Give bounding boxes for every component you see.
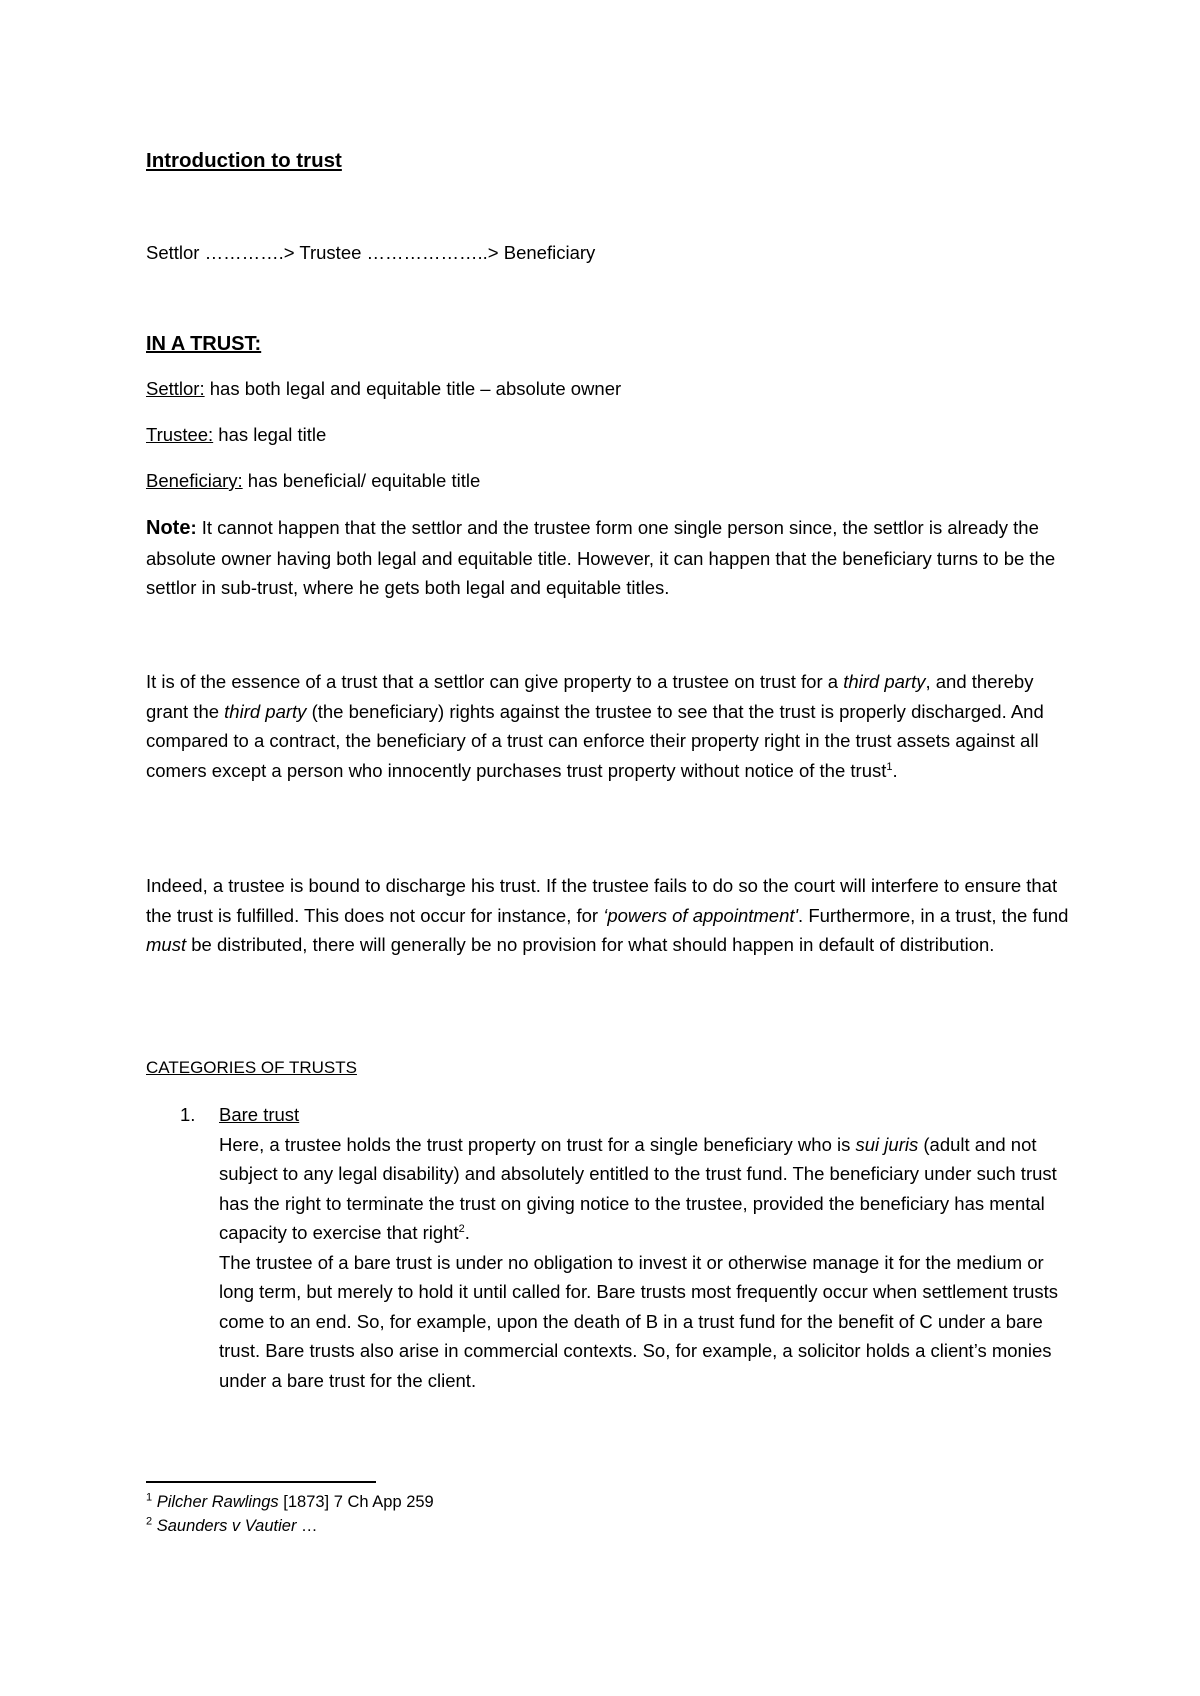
footnote-case-name: Saunders v Vautier xyxy=(156,1517,297,1535)
text-run: . Furthermore, in a trust, the fund xyxy=(798,904,1069,926)
definition-trustee xyxy=(146,420,1076,450)
document-title: Introduction to trust xyxy=(146,149,342,172)
text-run: be distributed, there will generally be no provision for what should happen in default of distribution. xyxy=(186,934,995,955)
trustee-duty-paragraph xyxy=(146,871,1076,960)
bare-trust-paragraph-1 xyxy=(219,1130,1079,1248)
text-run: Here, a trustee holds the trust property on trust for a single beneficiary who is xyxy=(219,1133,856,1155)
trust-flow-line xyxy=(146,238,1076,268)
italic-run: ‘powers of appointment' xyxy=(603,904,799,926)
flow-settlor: Settlor xyxy=(146,242,200,263)
note-text: It cannot happen that the settlor and the trustee form one single person since, the settlor is already the absolute owner having both legal and equitable title. However, it can happen that the beneficiary turns to be the settlor in sub-trust, where he gets both legal and equitable titles. xyxy=(146,517,1056,598)
definition-beneficiary xyxy=(146,466,1076,496)
note-colon: : xyxy=(190,517,202,538)
footnote-mark: 2 xyxy=(146,1515,153,1528)
footnote-citation: … xyxy=(296,1517,318,1535)
definition-text: has beneficial/ equitable title xyxy=(242,470,481,491)
definition-term: Settlor: xyxy=(146,378,205,399)
definition-term: Beneficiary: xyxy=(146,470,243,491)
definition-term: Trustee: xyxy=(146,424,214,445)
definition-settlor xyxy=(146,374,1076,404)
bare-trust-paragraph-2: The trustee of a bare trust is under no obligation to invest it or otherwise manage it for the medium or long term, but merely to hold it until called for. Bare trusts most frequently occur when settlement trusts come to an end. So, for example, upon the death of B in a trust fund for the benefit of C under a bare trust. Bare trusts also arise in commercial contexts. So, for example, a solicitor holds a client’s monies under a bare trust for the client. xyxy=(219,1251,1059,1391)
definition-text: has legal title xyxy=(213,424,327,445)
italic-run: third party xyxy=(224,700,307,722)
flow-trustee: Trustee xyxy=(299,242,362,263)
list-item-bare-trust xyxy=(219,1100,1079,1395)
list-number: 1. xyxy=(180,1104,196,1125)
footnote-ref-2: 2 xyxy=(458,1222,465,1235)
text-run: It is of the essence of a trust that a settlor can give property to a trustee on trust for a xyxy=(146,671,844,692)
text-run: . xyxy=(892,759,898,781)
note-paragraph xyxy=(146,513,1076,603)
categories-heading: CATEGORIES OF TRUSTS xyxy=(146,1058,357,1077)
text-run: , and thereby grant the xyxy=(146,671,1034,722)
footnote-ref-1: 1 xyxy=(886,760,893,773)
flow-arrow-1: ………….> xyxy=(199,242,300,263)
italic-run: sui juris xyxy=(855,1133,919,1155)
in-trust-heading: IN A TRUST: xyxy=(146,333,262,355)
flow-beneficiary: Beneficiary xyxy=(503,242,596,263)
text-run: Indeed, a trustee is bound to discharge his trust. If the trustee fails to do so the court will interfere to ensure that the trust is fulfilled. This does not occur for instance, for xyxy=(146,875,1058,926)
footnote-citation: [1873] 7 Ch App 259 xyxy=(278,1493,434,1511)
text-run: (adult and not subject to any legal disability) and absolutely entitled to the trust fund. The beneficiary under such trust has the right to terminate the trust on giving notice to the trustee, provided the beneficiary has mental capacity to exercise that right xyxy=(219,1133,1057,1243)
flow-arrow-2: ………………..> xyxy=(361,242,504,263)
list-item-title: Bare trust xyxy=(219,1104,300,1125)
italic-run: must xyxy=(146,934,187,955)
text-run: . xyxy=(464,1222,470,1243)
note-label: Note xyxy=(146,517,191,539)
essence-paragraph xyxy=(146,667,1076,785)
italic-run: third party xyxy=(843,671,926,692)
footnote-separator xyxy=(146,1481,376,1483)
footnote-1 xyxy=(146,1491,434,1513)
definition-text: has both legal and equitable title – absolute owner xyxy=(204,378,622,399)
footnote-mark: 1 xyxy=(146,1491,153,1504)
footnote-2 xyxy=(146,1515,318,1537)
text-run: (the beneficiary) rights against the trustee to see that the trust is properly discharged. And compared to a contract, the beneficiary of a trust can enforce their property right in the trust assets against all comers except a person who innocently purchases trust property without notice of the trust xyxy=(146,700,1044,781)
footnote-case-name: Pilcher Rawlings xyxy=(156,1493,279,1511)
